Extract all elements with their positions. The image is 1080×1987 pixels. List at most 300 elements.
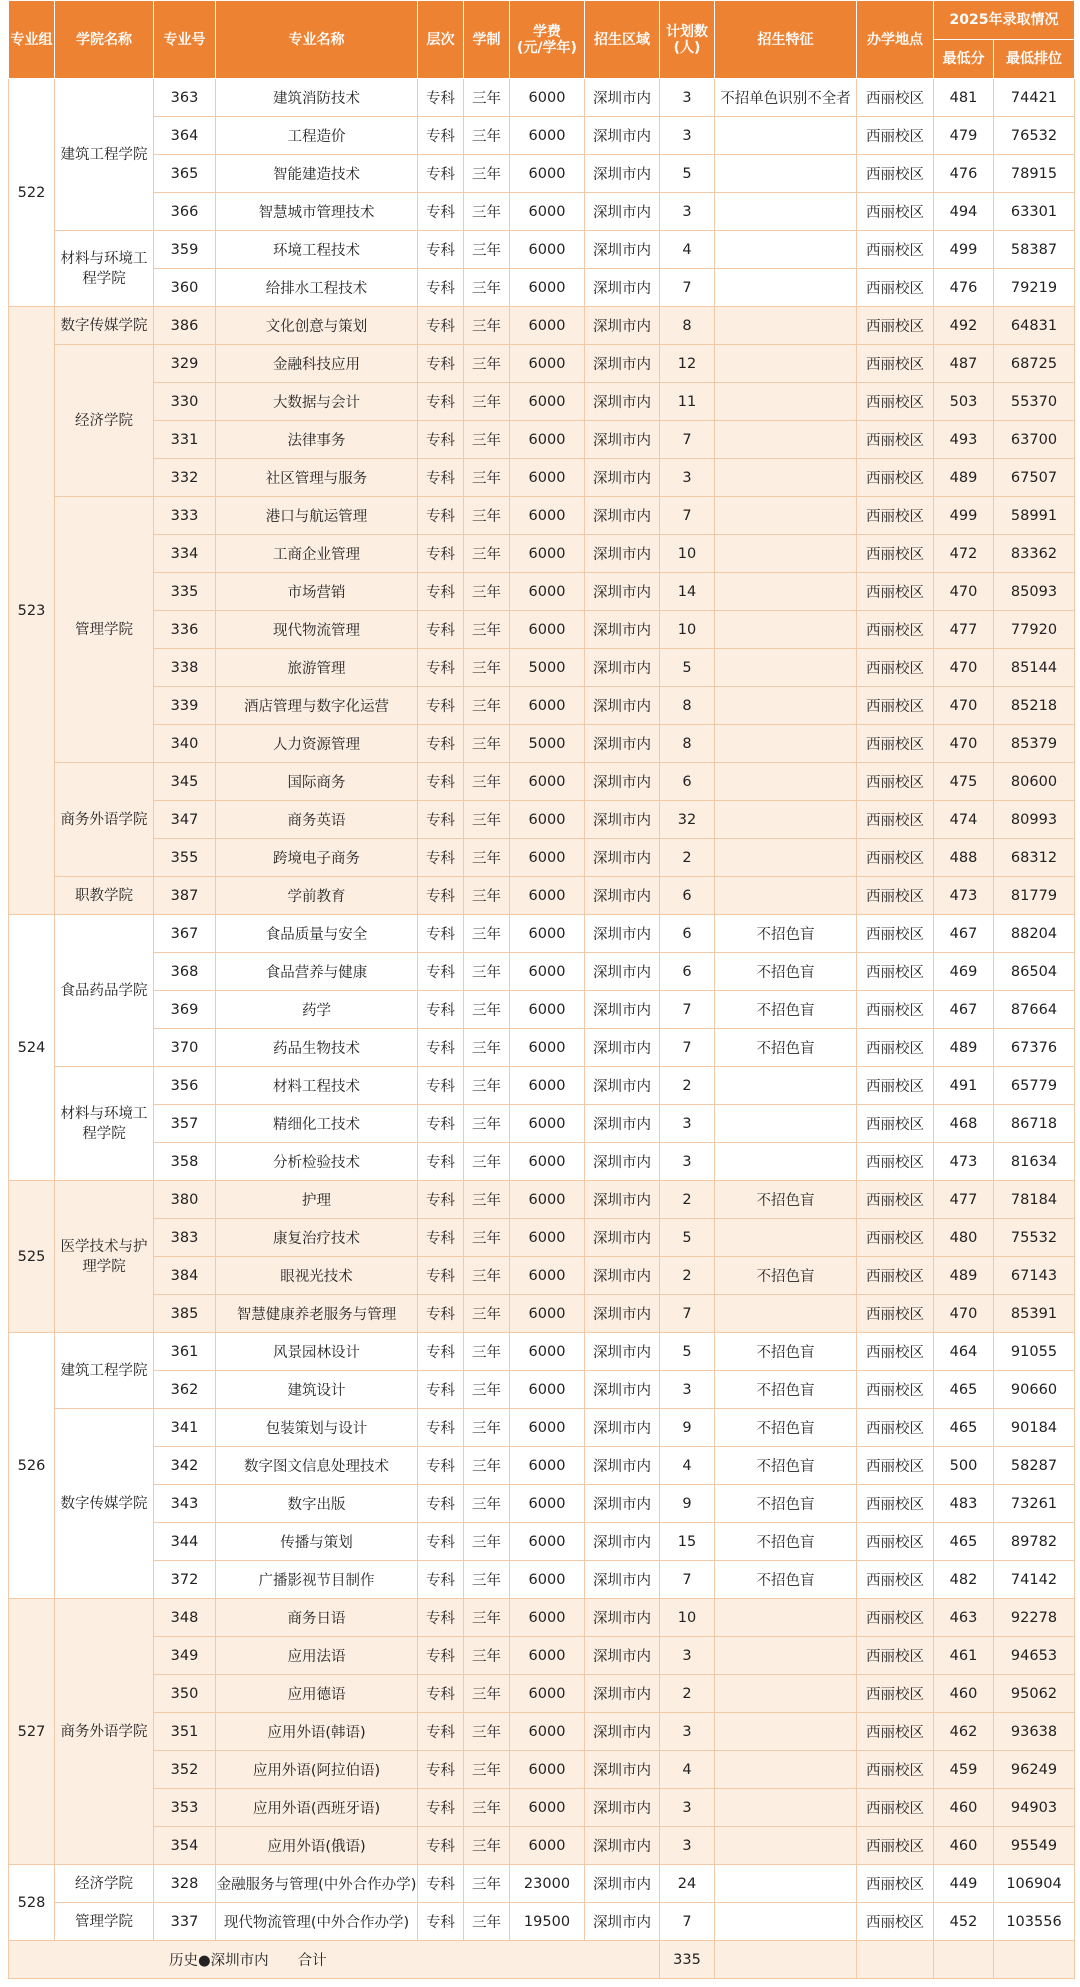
table-row xyxy=(9,1675,1075,1713)
duration-cell: 三年 xyxy=(464,1295,510,1333)
min-rank-cell: 79219 xyxy=(994,269,1075,307)
college-name-cell: 建筑工程学院 xyxy=(55,79,154,231)
min-rank-cell: 63301 xyxy=(994,193,1075,231)
min-rank-cell: 96249 xyxy=(994,1751,1075,1789)
min-score-cell: 482 xyxy=(934,1561,994,1599)
duration-cell: 三年 xyxy=(464,1713,510,1751)
major-name-cell: 港口与航运管理 xyxy=(216,497,418,535)
region-cell: 深圳市内 xyxy=(585,345,660,383)
plan-count-cell: 3 xyxy=(660,79,715,117)
duration-cell: 三年 xyxy=(464,155,510,193)
fee-cell: 6000 xyxy=(510,345,585,383)
plan-count-cell: 7 xyxy=(660,269,715,307)
min-rank-cell: 89782 xyxy=(994,1523,1075,1561)
region-cell: 深圳市内 xyxy=(585,839,660,877)
campus-cell: 西丽校区 xyxy=(857,839,934,877)
table-row xyxy=(9,687,1075,725)
feature-cell: 不招色盲 xyxy=(715,915,857,953)
major-name-cell: 智能建造技术 xyxy=(216,155,418,193)
plan-count-cell: 3 xyxy=(660,1105,715,1143)
region-cell: 深圳市内 xyxy=(585,1371,660,1409)
feature-cell xyxy=(715,649,857,687)
min-score-cell: 470 xyxy=(934,1295,994,1333)
major-name-cell: 药品生物技术 xyxy=(216,1029,418,1067)
min-score-cell: 488 xyxy=(934,839,994,877)
major-name-cell: 学前教育 xyxy=(216,877,418,915)
campus-cell: 西丽校区 xyxy=(857,1675,934,1713)
major-name-cell: 旅游管理 xyxy=(216,649,418,687)
min-score-cell: 475 xyxy=(934,763,994,801)
min-rank-cell: 94903 xyxy=(994,1789,1075,1827)
fee-cell: 6000 xyxy=(510,497,585,535)
fee-cell: 6000 xyxy=(510,1371,585,1409)
min-rank-cell: 58287 xyxy=(994,1447,1075,1485)
major-code-cell: 385 xyxy=(154,1295,216,1333)
major-name-cell: 给排水工程技术 xyxy=(216,269,418,307)
major-code-cell: 343 xyxy=(154,1485,216,1523)
fee-cell: 6000 xyxy=(510,1523,585,1561)
region-cell: 深圳市内 xyxy=(585,1903,660,1941)
min-score-cell: 460 xyxy=(934,1675,994,1713)
min-score-cell: 489 xyxy=(934,1257,994,1295)
min-rank-cell: 65779 xyxy=(994,1067,1075,1105)
region-cell: 深圳市内 xyxy=(585,269,660,307)
plan-count-cell: 24 xyxy=(660,1865,715,1903)
duration-cell: 三年 xyxy=(464,307,510,345)
fee-cell: 6000 xyxy=(510,1295,585,1333)
region-cell: 深圳市内 xyxy=(585,801,660,839)
table-header xyxy=(9,1,1075,79)
campus-cell: 西丽校区 xyxy=(857,1637,934,1675)
major-code-cell: 337 xyxy=(154,1903,216,1941)
major-code-cell: 338 xyxy=(154,649,216,687)
duration-cell: 三年 xyxy=(464,1599,510,1637)
duration-cell: 三年 xyxy=(464,1827,510,1865)
plan-count-cell: 6 xyxy=(660,953,715,991)
level-cell: 专科 xyxy=(418,307,464,345)
feature-cell xyxy=(715,383,857,421)
duration-cell: 三年 xyxy=(464,1409,510,1447)
region-cell: 深圳市内 xyxy=(585,649,660,687)
campus-cell: 西丽校区 xyxy=(857,1333,934,1371)
level-cell: 专科 xyxy=(418,1751,464,1789)
major-name-cell: 建筑消防技术 xyxy=(216,79,418,117)
table-row xyxy=(9,497,1075,535)
min-rank-cell: 76532 xyxy=(994,117,1075,155)
level-cell: 专科 xyxy=(418,1523,464,1561)
level-cell: 专科 xyxy=(418,953,464,991)
table-row xyxy=(9,991,1075,1029)
min-score-cell: 476 xyxy=(934,155,994,193)
campus-cell: 西丽校区 xyxy=(857,687,934,725)
college-name-cell: 经济学院 xyxy=(55,345,154,497)
level-cell: 专科 xyxy=(418,687,464,725)
duration-cell: 三年 xyxy=(464,1523,510,1561)
college-name-cell: 数字传媒学院 xyxy=(55,307,154,345)
duration-cell: 三年 xyxy=(464,801,510,839)
table-row xyxy=(9,459,1075,497)
major-name-cell: 智慧城市管理技术 xyxy=(216,193,418,231)
table-row xyxy=(9,1561,1075,1599)
major-name-cell: 护理 xyxy=(216,1181,418,1219)
group-id-cell: 526 xyxy=(9,1333,55,1599)
feature-cell: 不招色盲 xyxy=(715,1409,857,1447)
region-cell: 深圳市内 xyxy=(585,1561,660,1599)
campus-cell: 西丽校区 xyxy=(857,1599,934,1637)
min-score-cell: 472 xyxy=(934,535,994,573)
level-cell: 专科 xyxy=(418,1295,464,1333)
plan-count-cell: 2 xyxy=(660,839,715,877)
table-row xyxy=(9,1827,1075,1865)
level-cell: 专科 xyxy=(418,1599,464,1637)
feature-cell xyxy=(715,117,857,155)
min-score-cell: 503 xyxy=(934,383,994,421)
major-code-cell: 370 xyxy=(154,1029,216,1067)
region-cell: 深圳市内 xyxy=(585,193,660,231)
region-cell: 深圳市内 xyxy=(585,497,660,535)
region-cell: 深圳市内 xyxy=(585,915,660,953)
major-name-cell: 文化创意与策划 xyxy=(216,307,418,345)
min-score-cell: 494 xyxy=(934,193,994,231)
college-name-cell: 建筑工程学院 xyxy=(55,1333,154,1409)
level-cell: 专科 xyxy=(418,1447,464,1485)
feature-cell: 不招色盲 xyxy=(715,1447,857,1485)
duration-cell: 三年 xyxy=(464,1751,510,1789)
duration-cell: 三年 xyxy=(464,573,510,611)
major-code-cell: 367 xyxy=(154,915,216,953)
feature-cell: 不招色盲 xyxy=(715,1371,857,1409)
fee-cell: 6000 xyxy=(510,535,585,573)
plan-count-cell: 2 xyxy=(660,1257,715,1295)
table-row xyxy=(9,611,1075,649)
college-name-cell: 商务外语学院 xyxy=(55,1599,154,1865)
table-row xyxy=(9,231,1075,269)
level-cell: 专科 xyxy=(418,535,464,573)
table-row xyxy=(9,1713,1075,1751)
duration-cell: 三年 xyxy=(464,269,510,307)
duration-cell: 三年 xyxy=(464,1067,510,1105)
duration-cell: 三年 xyxy=(464,1333,510,1371)
feature-cell xyxy=(715,611,857,649)
major-code-cell: 331 xyxy=(154,421,216,459)
campus-cell: 西丽校区 xyxy=(857,535,934,573)
header-duration: 学制 xyxy=(464,1,510,79)
level-cell: 专科 xyxy=(418,193,464,231)
feature-cell xyxy=(715,1903,857,1941)
level-cell: 专科 xyxy=(418,915,464,953)
min-rank-cell: 90660 xyxy=(994,1371,1075,1409)
region-cell: 深圳市内 xyxy=(585,383,660,421)
min-score-cell: 449 xyxy=(934,1865,994,1903)
duration-cell: 三年 xyxy=(464,1219,510,1257)
major-code-cell: 368 xyxy=(154,953,216,991)
min-score-cell: 487 xyxy=(934,345,994,383)
header-code: 专业号 xyxy=(154,1,216,79)
feature-cell: 不招色盲 xyxy=(715,1485,857,1523)
fee-cell: 6000 xyxy=(510,877,585,915)
duration-cell: 三年 xyxy=(464,611,510,649)
plan-count-cell: 7 xyxy=(660,497,715,535)
min-rank-cell: 74421 xyxy=(994,79,1075,117)
min-score-cell: 499 xyxy=(934,231,994,269)
min-score-cell: 462 xyxy=(934,1713,994,1751)
min-rank-cell: 58991 xyxy=(994,497,1075,535)
major-code-cell: 365 xyxy=(154,155,216,193)
campus-cell: 西丽校区 xyxy=(857,611,934,649)
feature-cell xyxy=(715,1713,857,1751)
major-code-cell: 386 xyxy=(154,307,216,345)
min-score-cell: 459 xyxy=(934,1751,994,1789)
min-score-cell: 460 xyxy=(934,1789,994,1827)
min-rank-cell: 78915 xyxy=(994,155,1075,193)
min-rank-cell: 83362 xyxy=(994,535,1075,573)
major-code-cell: 336 xyxy=(154,611,216,649)
fee-cell: 6000 xyxy=(510,421,585,459)
duration-cell: 三年 xyxy=(464,1637,510,1675)
campus-cell: 西丽校区 xyxy=(857,573,934,611)
fee-cell: 5000 xyxy=(510,649,585,687)
major-name-cell: 食品质量与安全 xyxy=(216,915,418,953)
major-name-cell: 智慧健康养老服务与管理 xyxy=(216,1295,418,1333)
feature-cell: 不招色盲 xyxy=(715,1333,857,1371)
table-footer xyxy=(9,1941,1075,1979)
table-row xyxy=(9,1865,1075,1903)
table-row xyxy=(9,801,1075,839)
level-cell: 专科 xyxy=(418,725,464,763)
major-code-cell: 366 xyxy=(154,193,216,231)
min-score-cell: 464 xyxy=(934,1333,994,1371)
major-name-cell: 应用外语(西班牙语) xyxy=(216,1789,418,1827)
region-cell: 深圳市内 xyxy=(585,1713,660,1751)
major-name-cell: 跨境电子商务 xyxy=(216,839,418,877)
major-code-cell: 350 xyxy=(154,1675,216,1713)
min-rank-cell: 73261 xyxy=(994,1485,1075,1523)
fee-cell: 23000 xyxy=(510,1865,585,1903)
duration-cell: 三年 xyxy=(464,877,510,915)
level-cell: 专科 xyxy=(418,839,464,877)
region-cell: 深圳市内 xyxy=(585,1295,660,1333)
major-name-cell: 应用外语(阿拉伯语) xyxy=(216,1751,418,1789)
plan-count-cell: 3 xyxy=(660,1371,715,1409)
college-name-cell: 经济学院 xyxy=(55,1865,154,1903)
admission-plan-table xyxy=(8,0,1075,1979)
footer-empty-cell xyxy=(994,1941,1075,1979)
table-row xyxy=(9,79,1075,117)
fee-cell: 6000 xyxy=(510,839,585,877)
min-score-cell: 463 xyxy=(934,1599,994,1637)
feature-cell xyxy=(715,459,857,497)
min-rank-cell: 81634 xyxy=(994,1143,1075,1181)
region-cell: 深圳市内 xyxy=(585,1029,660,1067)
table-row xyxy=(9,1181,1075,1219)
feature-cell xyxy=(715,687,857,725)
plan-count-cell: 7 xyxy=(660,1029,715,1067)
feature-cell: 不招色盲 xyxy=(715,1257,857,1295)
min-score-cell: 489 xyxy=(934,1029,994,1067)
region-cell: 深圳市内 xyxy=(585,1789,660,1827)
fee-cell: 6000 xyxy=(510,1751,585,1789)
major-name-cell: 广播影视节目制作 xyxy=(216,1561,418,1599)
fee-cell: 6000 xyxy=(510,687,585,725)
level-cell: 专科 xyxy=(418,1561,464,1599)
major-code-cell: 348 xyxy=(154,1599,216,1637)
feature-cell xyxy=(715,1219,857,1257)
fee-cell: 6000 xyxy=(510,1675,585,1713)
min-rank-cell: 85379 xyxy=(994,725,1075,763)
feature-cell: 不招色盲 xyxy=(715,1523,857,1561)
level-cell: 专科 xyxy=(418,1789,464,1827)
table-row xyxy=(9,1105,1075,1143)
major-code-cell: 335 xyxy=(154,573,216,611)
feature-cell xyxy=(715,231,857,269)
min-score-cell: 500 xyxy=(934,1447,994,1485)
feature-cell: 不招色盲 xyxy=(715,1181,857,1219)
min-score-cell: 489 xyxy=(934,459,994,497)
major-name-cell: 风景园林设计 xyxy=(216,1333,418,1371)
region-cell: 深圳市内 xyxy=(585,725,660,763)
duration-cell: 三年 xyxy=(464,1675,510,1713)
college-name-cell: 数字传媒学院 xyxy=(55,1409,154,1599)
region-cell: 深圳市内 xyxy=(585,307,660,345)
level-cell: 专科 xyxy=(418,1143,464,1181)
major-code-cell: 347 xyxy=(154,801,216,839)
table-row xyxy=(9,307,1075,345)
table-row xyxy=(9,915,1075,953)
fee-cell: 6000 xyxy=(510,269,585,307)
header-group: 专业组 xyxy=(9,1,55,79)
major-code-cell: 330 xyxy=(154,383,216,421)
level-cell: 专科 xyxy=(418,1257,464,1295)
major-name-cell: 建筑设计 xyxy=(216,1371,418,1409)
feature-cell: 不招色盲 xyxy=(715,991,857,1029)
plan-count-cell: 3 xyxy=(660,193,715,231)
duration-cell: 三年 xyxy=(464,1371,510,1409)
fee-cell: 6000 xyxy=(510,193,585,231)
feature-cell: 不招单色识别不全者 xyxy=(715,79,857,117)
major-code-cell: 384 xyxy=(154,1257,216,1295)
campus-cell: 西丽校区 xyxy=(857,155,934,193)
plan-count-cell: 3 xyxy=(660,459,715,497)
feature-cell xyxy=(715,535,857,573)
min-rank-cell: 64831 xyxy=(994,307,1075,345)
duration-cell: 三年 xyxy=(464,383,510,421)
campus-cell: 西丽校区 xyxy=(857,383,934,421)
header-min-score: 最低分 xyxy=(934,40,994,79)
region-cell: 深圳市内 xyxy=(585,1751,660,1789)
level-cell: 专科 xyxy=(418,1219,464,1257)
feature-cell xyxy=(715,839,857,877)
header-feature: 招生特征 xyxy=(715,1,857,79)
level-cell: 专科 xyxy=(418,383,464,421)
campus-cell: 西丽校区 xyxy=(857,193,934,231)
duration-cell: 三年 xyxy=(464,1105,510,1143)
major-name-cell: 工商企业管理 xyxy=(216,535,418,573)
group-id-cell: 525 xyxy=(9,1181,55,1333)
table-row xyxy=(9,1333,1075,1371)
min-rank-cell: 85391 xyxy=(994,1295,1075,1333)
campus-cell: 西丽校区 xyxy=(857,307,934,345)
min-rank-cell: 67376 xyxy=(994,1029,1075,1067)
campus-cell: 西丽校区 xyxy=(857,1105,934,1143)
fee-cell: 6000 xyxy=(510,1561,585,1599)
feature-cell xyxy=(715,1143,857,1181)
fee-cell: 6000 xyxy=(510,155,585,193)
feature-cell xyxy=(715,1751,857,1789)
feature-cell xyxy=(715,1105,857,1143)
major-name-cell: 分析检验技术 xyxy=(216,1143,418,1181)
feature-cell xyxy=(715,1789,857,1827)
table-row xyxy=(9,1485,1075,1523)
min-rank-cell: 87664 xyxy=(994,991,1075,1029)
plan-count-cell: 32 xyxy=(660,801,715,839)
min-rank-cell: 95062 xyxy=(994,1675,1075,1713)
plan-count-cell: 7 xyxy=(660,421,715,459)
duration-cell: 三年 xyxy=(464,991,510,1029)
major-code-cell: 342 xyxy=(154,1447,216,1485)
min-score-cell: 473 xyxy=(934,877,994,915)
fee-cell: 6000 xyxy=(510,1219,585,1257)
major-name-cell: 国际商务 xyxy=(216,763,418,801)
group-id-cell: 527 xyxy=(9,1599,55,1865)
major-name-cell: 应用外语(俄语) xyxy=(216,1827,418,1865)
college-name-cell: 管理学院 xyxy=(55,497,154,763)
campus-cell: 西丽校区 xyxy=(857,79,934,117)
college-name-cell: 商务外语学院 xyxy=(55,763,154,877)
major-code-cell: 351 xyxy=(154,1713,216,1751)
min-score-cell: 480 xyxy=(934,1219,994,1257)
region-cell: 深圳市内 xyxy=(585,79,660,117)
major-code-cell: 329 xyxy=(154,345,216,383)
header-plan: 计划数 (人) xyxy=(660,1,715,79)
min-rank-cell: 94653 xyxy=(994,1637,1075,1675)
level-cell: 专科 xyxy=(418,1637,464,1675)
plan-count-cell: 4 xyxy=(660,231,715,269)
duration-cell: 三年 xyxy=(464,1143,510,1181)
campus-cell: 西丽校区 xyxy=(857,269,934,307)
major-name-cell: 法律事务 xyxy=(216,421,418,459)
min-score-cell: 476 xyxy=(934,269,994,307)
plan-count-cell: 4 xyxy=(660,1751,715,1789)
region-cell: 深圳市内 xyxy=(585,1485,660,1523)
table-row xyxy=(9,1257,1075,1295)
major-code-cell: 340 xyxy=(154,725,216,763)
min-rank-cell: 86504 xyxy=(994,953,1075,991)
major-name-cell: 数字图文信息处理技术 xyxy=(216,1447,418,1485)
plan-count-cell: 10 xyxy=(660,535,715,573)
level-cell: 专科 xyxy=(418,117,464,155)
duration-cell: 三年 xyxy=(464,763,510,801)
plan-count-cell: 2 xyxy=(660,1067,715,1105)
min-score-cell: 467 xyxy=(934,915,994,953)
plan-count-cell: 3 xyxy=(660,1143,715,1181)
min-rank-cell: 55370 xyxy=(994,383,1075,421)
region-cell: 深圳市内 xyxy=(585,1523,660,1561)
fee-cell: 6000 xyxy=(510,1789,585,1827)
region-cell: 深圳市内 xyxy=(585,1827,660,1865)
min-rank-cell: 80600 xyxy=(994,763,1075,801)
table-body xyxy=(9,79,1075,1941)
major-code-cell: 355 xyxy=(154,839,216,877)
fee-cell: 6000 xyxy=(510,991,585,1029)
campus-cell: 西丽校区 xyxy=(857,991,934,1029)
level-cell: 专科 xyxy=(418,345,464,383)
fee-cell: 6000 xyxy=(510,953,585,991)
college-name-cell: 管理学院 xyxy=(55,1903,154,1941)
min-score-cell: 465 xyxy=(934,1409,994,1447)
fee-cell: 6000 xyxy=(510,459,585,497)
region-cell: 深圳市内 xyxy=(585,1333,660,1371)
footer-total-label: 历史●深圳市内 合计 xyxy=(9,1941,660,1979)
